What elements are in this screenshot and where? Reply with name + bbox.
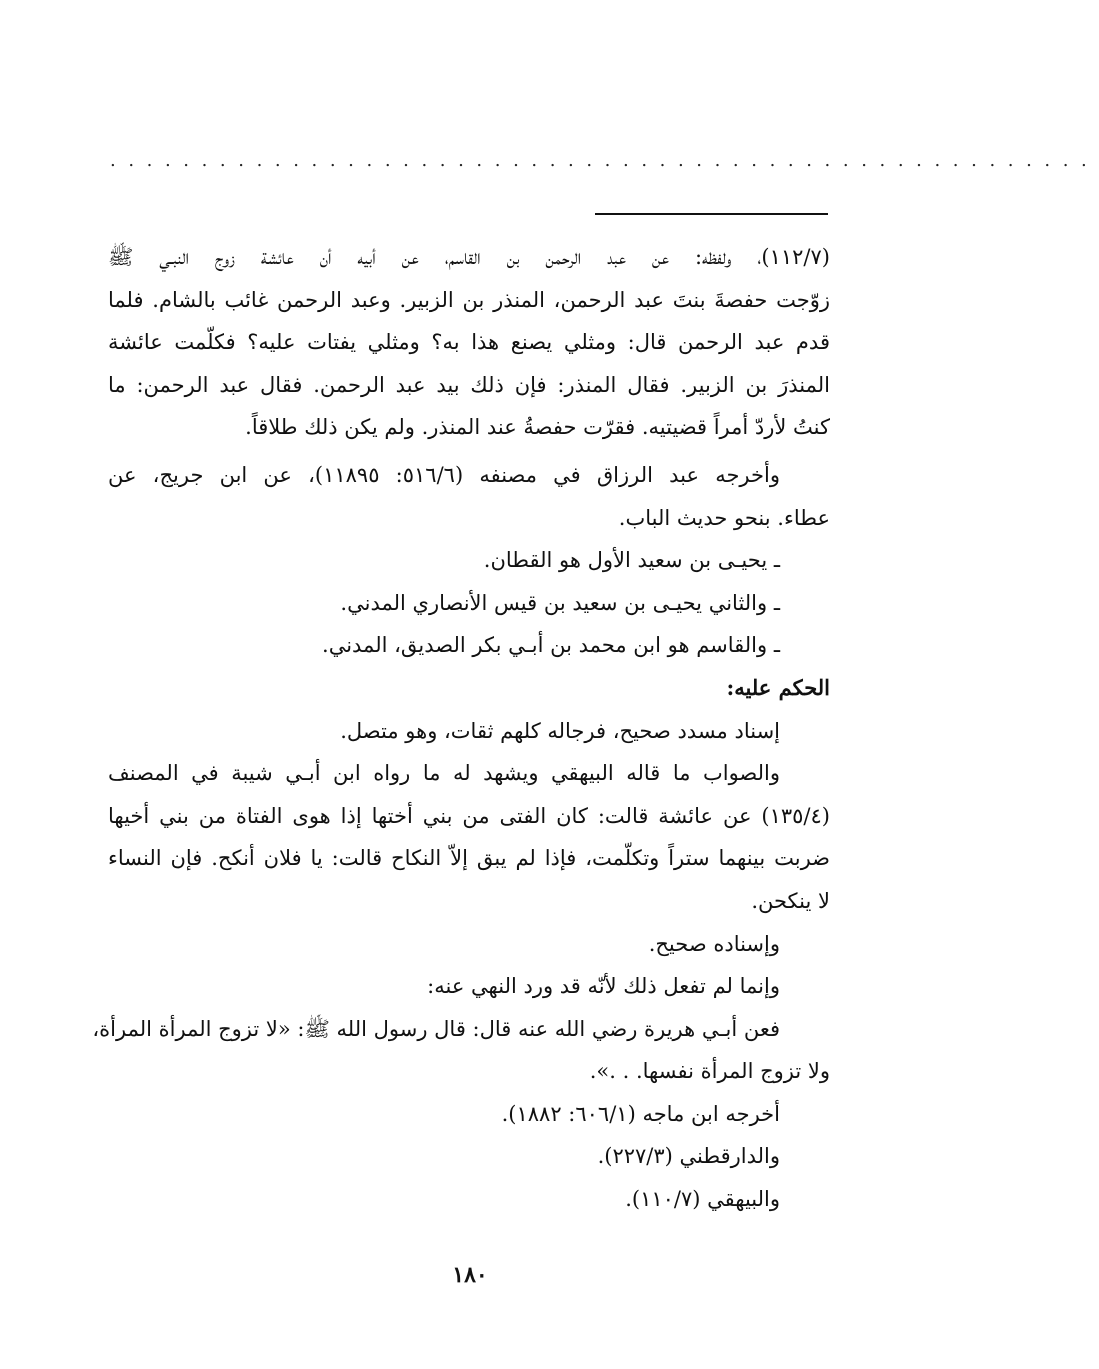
- text-line: والصواب ما قاله البيهقي ويشهد له ما رواه ابن أبـي شيبة في المصنف: [108, 761, 780, 786]
- text-line: إسناد مسدد صحيح، فرجاله كلهم ثقات، وهو متصل.: [340, 718, 780, 743]
- source-citation: والبيهقي (١١٠/٧).: [625, 1187, 780, 1212]
- text-line: عطاء. بنحو حديث الباب.: [618, 505, 830, 530]
- text-line: (١٣٥/٤) عن عائشة قالت: كان الفتى من بني أختها إذا هوى الفتاة من بني أخيها: [108, 803, 830, 828]
- text-line: (١١٢/٧)، ولفظه: عن عبد الرحمن بن القاسم، عن أبيه أن عائشة زوج النبـي ﷺ: [108, 245, 830, 269]
- narrator-note: ـ يحيـى بن سعيد الأول هو القطان.: [483, 548, 780, 573]
- text-line: زوّجت حفصةَ بنتَ عبد الرحمن، المنذر بن الزبير. وعبد الرحمن غائب بالشام. فلما: [108, 287, 830, 312]
- source-citation: أخرجه ابن ماجه (٦٠٦/١: ١٨٨٢).: [501, 1101, 780, 1126]
- page-number: ١٨٠: [452, 1262, 488, 1288]
- footnote-rule: [595, 213, 828, 215]
- source-citation: والدارقطني (٢٢٧/٣).: [597, 1144, 780, 1169]
- footnote-body: [92, 236, 830, 1221]
- text-line: ضربت بينهما ستراً وتكلّمت، فإذا لم يبق إلاّ النكاح قالت: يا فلان أنكح. فإن النساء: [108, 846, 830, 871]
- narrator-note: ـ والقاسم هو ابن محمد بن أبـي بكر الصديق، المدني.: [322, 633, 780, 658]
- narrator-note: ـ والثاني يحيـى بن سعيد بن قيس الأنصاري المدني.: [340, 590, 780, 615]
- text-line: فعن أبـي هريرة رضي الله عنه قال: قال رسول الله ﷺ: «لا تزوج المرأة المرأة،: [92, 1016, 780, 1041]
- text-line: ولا تزوج المرأة نفسها. . .».: [589, 1059, 830, 1084]
- section-heading: الحكم عليه:: [726, 674, 830, 700]
- text-line: كنتُ لأردّ أمراً قضيتيه. فقرّت حفصةُ عند المنذر. ولم يكن ذلك طلاقاً.: [245, 415, 830, 440]
- text-line: قدم عبد الرحمن قال: ومثلي يصنع هذا به؟ ومثلي يفتات عليه؟ فكلّمت عائشة: [108, 330, 830, 355]
- text-line: وأخرجه عبد الرزاق في مصنفه (٥١٦/٦: ١١٨٩٥)، عن ابن جريج، عن: [108, 462, 780, 487]
- text-line: المنذرَ بن الزبير. فقال المنذر: فإن ذلك بيد عبد الرحمن. فقال عبد الرحمن: ما: [108, 372, 830, 397]
- text-line: لا ينكحن.: [751, 888, 830, 913]
- text-line: وإسناده صحيح.: [648, 931, 780, 956]
- dotted-separator: ......................................................: [110, 150, 1099, 171]
- text-line: وإنما لم تفعل ذلك لأنّه قد ورد النهي عنه:: [427, 974, 780, 999]
